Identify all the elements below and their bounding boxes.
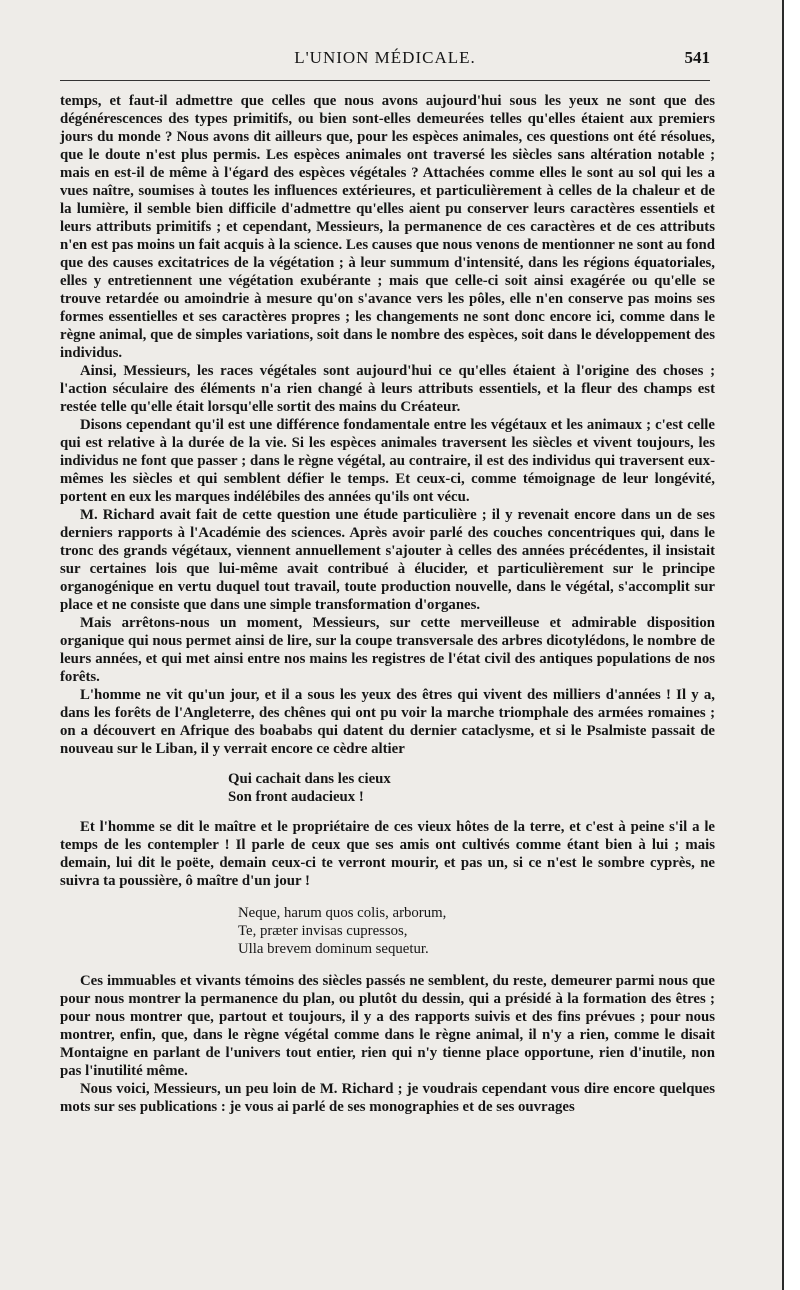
running-title: L'UNION MÉDICALE. bbox=[294, 48, 476, 67]
paragraph: Et l'homme se dit le maître et le propriétaire de ces vieux hôtes de la terre, et c'est à peine s'il a le temps de les contempler ! Il parle de ceux que ses amis ont cultivés comme étant bien à lui ; mais demain, lui dit le poëte, demain ceux-ci te verront mourir, et pas un, si ce n'est le sombre cyprès, ne suivra ta poussière, ô maître d'un jour ! bbox=[60, 819, 715, 889]
paragraph: temps, et faut-il admettre que celles que nous avons aujourd'hui sous les yeux ne sont que des dégénérescences des types primitifs, ou bien sont-elles demeurées telles qu'elles étaient aux premiers jours du monde ? Nous avons dit ailleurs que, pour les espèces animales, ces questions ont été résolues, que le doute n'est plus permis. Les espèces animales ont traversé les siècles sans altération notable ; mais en est-il de même à l'égard des espèces végétales ? Attachées comme elles le sont au sol qui les a vues naître, soumises à toutes les influences extérieures, et particulièrement à celles de la chaleur et de la lumière, il semble bien difficile d'admettre qu'elles aient pu conserver leurs caractères essentiels et leurs attributs primitifs ; et cependant, Messieurs, la permanence de ces caractères et de ces attributs n'en est pas moins un fait acquis à la science. Les causes que nous venons de mentionner ne sont au fond que des causes excitatrices de la végétation ; à leur summum d'intensité, dans les régions équatoriales, elles y entretiennent une végétation exubérante ; mais que celle-ci soit ainsi exagérée ou qu'elle se trouve retardée ou amoindrie à mesure qu'on s'avance vers les pôles, elle n'en conserve pas moins ses formes essentielles et ses caractères propres ; les changements ne sont donc encore ici, comme dans le règne animal, que de simples variations, soit dans le nombre des espèces, soit dans le développement des individus. bbox=[60, 93, 715, 361]
verse-line: Qui cachait dans les cieux bbox=[228, 771, 391, 787]
page-header bbox=[60, 48, 710, 76]
paragraph: L'homme ne vit qu'un jour, et il a sous les yeux des êtres qui vivent des milliers d'années ! Il y a, dans les forêts de l'Angleterre, des chênes qui ont pu voir la marche triomphale des armées romaines ; on a découvert en Afrique des boababs qui datent du dernier cataclysme, et si le Psalmiste passait de nouveau sur le Liban, il y verrait encore ce cèdre altier bbox=[60, 687, 715, 757]
paragraph: Nous voici, Messieurs, un peu loin de M. Richard ; je voudrais cependant vous dire encore quelques mots sur ses publications : je vous ai parlé de ses monographies et de ses ouvrages bbox=[60, 1081, 715, 1115]
latin-verse-quote bbox=[238, 904, 715, 958]
header-rule bbox=[60, 80, 710, 81]
verse-line: Neque, harum quos colis, arborum, bbox=[238, 905, 447, 921]
paragraph: Disons cependant qu'il est une différence fondamentale entre les végétaux et les animaux ; c'est celle qui est relative à la durée de la vie. Si les espèces animales traversent les siècles et vivent toujours, les individus ne font que passer ; dans le règne végétal, au contraire, il est des individus qui traversent eux-mêmes les siècles et qui semblent défier le temps. Et ceux-ci, comme témoignage de leur longévité, portent en eux les marques indélébiles des années qu'ils ont vécu. bbox=[60, 417, 715, 505]
page-number: 541 bbox=[684, 48, 710, 67]
verse-line: Son front audacieux ! bbox=[228, 789, 364, 805]
paragraph: Ainsi, Messieurs, les races végétales sont aujourd'hui ce qu'elles étaient à l'origine des choses ; l'action séculaire des éléments n'a rien changé à leurs attributs essentiels, et la fleur des champs est restée telle qu'elle était lorsqu'elle sortit des mains du Créateur. bbox=[60, 363, 715, 415]
body-text bbox=[60, 92, 715, 1116]
paragraph: M. Richard avait fait de cette question une étude particulière ; il y revenait encore dans un de ses derniers rapports à l'Académie des sciences. Après avoir parlé des couches concentriques qui, dans le tronc des grands végétaux, viennent annuellement s'ajouter à celles des années précédentes, il insistait sur certaines lois que lui-même avait contribué à élucider, et particulièrement sur le principe organogénique en vertu duquel tout travail, toute production nouvelle, dans le végétal, s'accomplit sur place et ne consiste que dans une simple transformation d'organes. bbox=[60, 507, 715, 613]
verse-quote bbox=[228, 770, 715, 806]
paragraph: Ces immuables et vivants témoins des siècles passés ne semblent, du reste, demeurer parmi nous que pour nous montrer la permanence du plan, ou plutôt du dessin, qui a présidé à la formation des êtres ; pour nous montrer que, partout et toujours, il y a des rapports suivis et des fins prévues ; pour nous montrer, enfin, que, dans le règne végétal comme dans le règne animal, il n'y a rien, comme le disait Montaigne en parlant de l'univers tout entier, rien qui n'y tienne place opportune, rien d'inutile, non pas l'inutilité même. bbox=[60, 973, 715, 1079]
verse-line: Ulla brevem dominum sequetur. bbox=[238, 941, 429, 957]
verse-line: Te, præter invisas cupressos, bbox=[238, 923, 408, 939]
paragraph: Mais arrêtons-nous un moment, Messieurs, sur cette merveilleuse et admirable disposition organique qui nous permet ainsi de lire, sur la coupe transversale des arbres dicotylédons, le nombre de leurs années, et qui met ainsi entre nos mains les registres de l'état civil des antiques populations de nos forêts. bbox=[60, 615, 715, 685]
